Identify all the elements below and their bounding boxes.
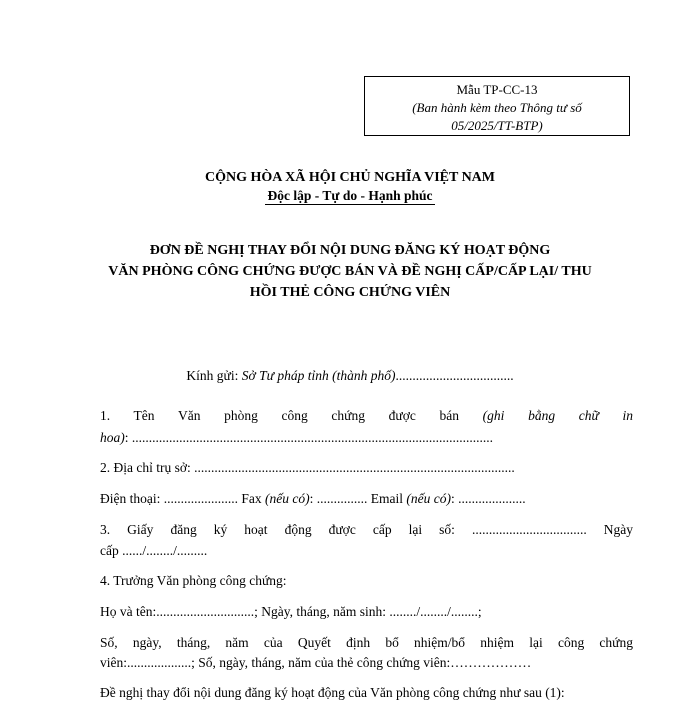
field-request: Đề nghị thay đổi nội dung đăng ký hoạt động của Văn phòng công chứng như sau (1): [100,685,565,700]
field-email-dots: : .................... [450,491,526,506]
field-phone-fax: Điện thoại: ...................... Fax [100,491,265,506]
field-name-birth: Họ và tên:.............................; Ngày, tháng, năm sinh: ......../......../........; [100,604,482,619]
field-office-name-label: 1. Tên Văn phòng công chứng được bán [100,408,459,423]
title-line-3: HỒI THẺ CÔNG CHỨNG VIÊN [249,285,451,300]
field-head-office: 4. Trưởng Văn phòng công chứng: [100,573,287,588]
field-office-name [100,406,633,426]
issued-note-line1: (Ban hành kèm theo Thông tư số [412,100,582,115]
nation-heading: CỘNG HÒA XÃ HỘI CHỦ NGHĨA VIỆT NAM [204,170,495,185]
recipient-line [0,366,700,386]
field-office-name-cont [100,428,633,448]
title-line-1: ĐƠN ĐỀ NGHỊ THAY ĐỔI NỘI DUNG ĐĂNG KÝ HOẠT ĐỘNG [149,243,551,258]
field-decision-cont: viên:...................; Số, ngày, tháng, năm của thẻ công chứng viên:……………… [100,655,532,670]
motto [0,187,700,205]
recipient-label: Kính gửi: [186,368,242,383]
optional-note: (nếu có) [406,491,451,506]
field-email: : ............... Email [309,491,407,506]
recipient-dots: ................................... [395,368,514,383]
field-registration-date: cấp ....../......../......... [100,543,208,558]
field-office-name-note-end: hoa) [100,430,125,445]
document-title [60,240,640,303]
field-decision: Số, ngày, tháng, năm của Quyết định bổ nhiệm/bổ nhiệm lại công chứng [100,635,633,650]
field-contact [100,489,633,509]
form-code: Mẫu TP-CC-13 [456,82,538,97]
issued-note-line2: 05/2025/TT-BTP) [451,118,543,133]
recipient-target: Sở Tư pháp tỉnh (thành phố) [241,368,396,383]
field-office-name-dots: : ........................................................................................................... [124,430,494,445]
field-registration: 3. Giấy đăng ký hoạt động được cấp lại số: .................................. Ngày [100,522,633,537]
title-line-2: VĂN PHÒNG CÔNG CHỨNG ĐƯỢC BÁN VÀ ĐỀ NGHỊ CẤP/CẤP LẠI/ THU [108,264,592,279]
form-code-box [364,76,630,136]
optional-note: (nếu có) [265,491,310,506]
field-address: 2. Địa chỉ trụ sở: ............................................................................................... [100,460,515,475]
field-office-name-note: (ghi bằng chữ in [482,408,634,423]
motto-text: Độc lập - Tự do - Hạnh phúc [267,188,433,203]
